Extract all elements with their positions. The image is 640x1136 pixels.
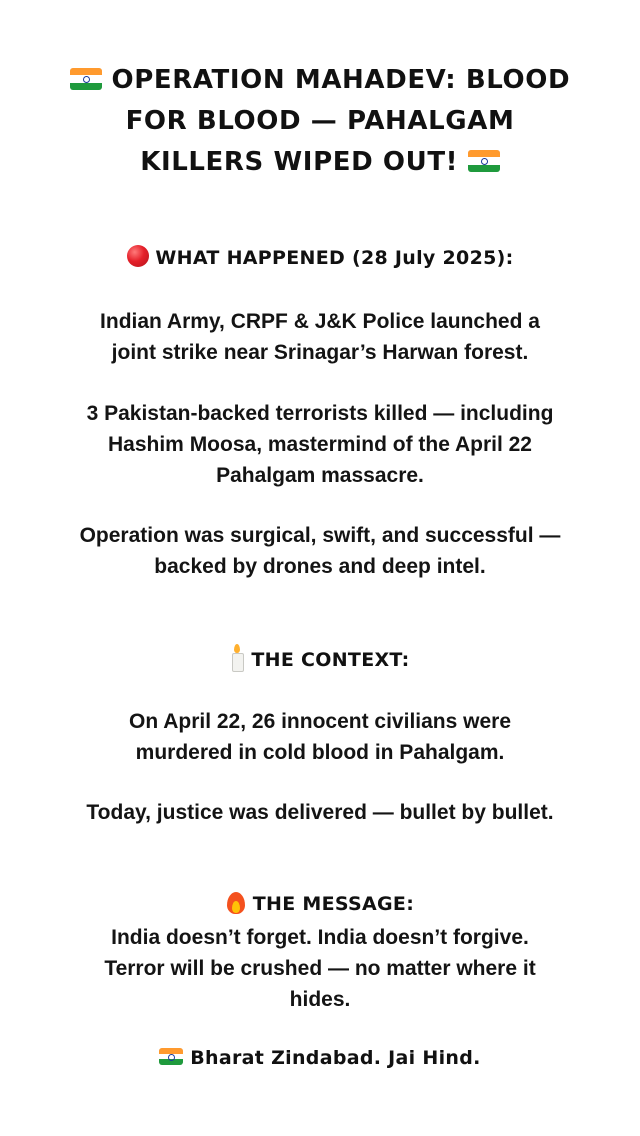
message-paragraph xyxy=(30,922,610,1015)
indian-flag-icon xyxy=(70,68,102,90)
context-paragraph-1 xyxy=(30,706,610,768)
title-text-3: KILLERS WIPED OUT! xyxy=(140,147,459,177)
what-happened-paragraph-3 xyxy=(30,520,610,582)
candle-icon xyxy=(230,644,244,670)
closing-line xyxy=(30,1043,610,1073)
what-happened-heading xyxy=(30,243,610,273)
context-heading-text: THE CONTEXT: xyxy=(251,649,410,671)
paragraph-line: murdered in cold blood in Pahalgam. xyxy=(135,741,505,764)
title-line-3 xyxy=(30,142,610,183)
indian-flag-icon xyxy=(468,150,500,172)
paragraph-line: hides. xyxy=(289,988,351,1011)
paragraph-line: India doesn’t forget. India doesn’t forgive. xyxy=(111,926,529,949)
message-heading xyxy=(30,889,610,919)
what-happened-heading-text: WHAT HAPPENED (28 July 2025): xyxy=(155,247,514,269)
what-happened-paragraph-1 xyxy=(30,306,610,368)
paragraph-line: 3 Pakistan-backed terrorists killed — including xyxy=(86,402,554,425)
title-text-1: OPERATION MAHADEV: BLOOD xyxy=(111,65,571,95)
fire-icon xyxy=(226,890,246,914)
paragraph-line: Pahalgam massacre. xyxy=(216,464,424,487)
paragraph-line: Today, justice was delivered — bullet by bullet. xyxy=(86,801,554,824)
context-paragraph-2 xyxy=(30,797,610,828)
indian-flag-icon xyxy=(159,1048,183,1065)
paragraph-line: backed by drones and deep intel. xyxy=(154,555,486,578)
title-line-1 xyxy=(30,60,610,101)
paragraph-line: On April 22, 26 innocent civilians were xyxy=(128,710,512,733)
paragraph-line: Operation was surgical, swift, and successful — xyxy=(79,524,561,547)
paragraph-line: Hashim Moosa, mastermind of the April 22 xyxy=(108,433,532,456)
message-heading-text: THE MESSAGE: xyxy=(252,893,415,915)
title-line-2: FOR BLOOD — PAHALGAM xyxy=(125,106,515,136)
paragraph-line: joint strike near Srinagar’s Harwan forest. xyxy=(111,341,529,364)
context-heading xyxy=(30,644,610,675)
closing-text: Bharat Zindabad. Jai Hind. xyxy=(190,1047,481,1069)
red-circle-icon xyxy=(127,245,149,267)
what-happened-paragraph-2 xyxy=(30,398,610,491)
post-title xyxy=(30,60,610,183)
paragraph-line: Indian Army, CRPF & J&K Police launched a xyxy=(100,310,540,333)
paragraph-line: Terror will be crushed — no matter where it xyxy=(104,957,536,980)
